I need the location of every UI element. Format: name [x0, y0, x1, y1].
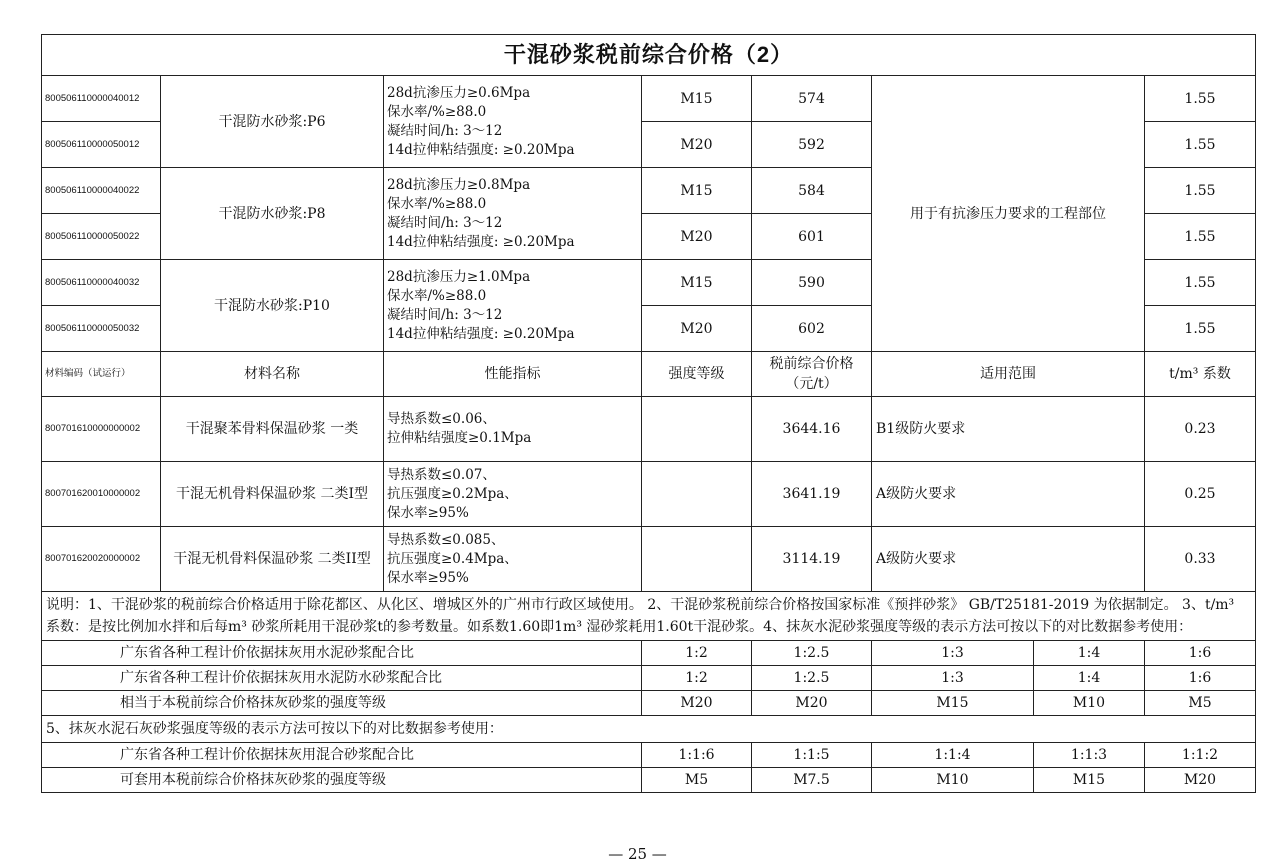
- price-value: 590: [752, 260, 872, 306]
- material-code: 800701620020000002: [42, 527, 161, 592]
- page-title: 干混砂浆税前综合价格（2）: [42, 35, 1256, 76]
- title-row: [42, 35, 1256, 76]
- perf-line: 28d抗渗压力≥0.6Mpa: [387, 84, 531, 101]
- price-value: 3641.19: [752, 462, 872, 527]
- coefficient: 1.55: [1145, 122, 1256, 168]
- performance-spec: [384, 260, 642, 352]
- strength-grade: [642, 527, 752, 592]
- strength-grade: M20: [642, 306, 752, 352]
- price-sheet: [41, 34, 1255, 793]
- comparison-value: 1:3: [872, 666, 1034, 691]
- header-perf: 性能指标: [384, 352, 642, 397]
- scope-cell: 用于有抗渗压力要求的工程部位: [872, 76, 1145, 352]
- perf-line: 凝结时间/h: 3～12: [387, 122, 503, 139]
- material-code: 800506110000050022: [42, 214, 161, 260]
- note-row: [42, 592, 1256, 641]
- perf-line: 抗压强度≥0.2Mpa、: [387, 485, 518, 502]
- performance-spec: [384, 397, 642, 462]
- price-value: 574: [752, 76, 872, 122]
- comparison-row: [42, 743, 1256, 768]
- comparison-value: M20: [752, 691, 872, 716]
- performance-spec: [384, 76, 642, 168]
- comparison-value: M10: [872, 768, 1034, 793]
- comparison-value: 1:6: [1145, 666, 1256, 691]
- material-code: 800701610000000002: [42, 397, 161, 462]
- header-code: 材料编码（试运行）: [42, 352, 161, 397]
- page-number: — 25 —: [608, 845, 667, 863]
- comparison-value: 1:2: [642, 641, 752, 666]
- comparison-label: 相当于本税前综合价格抹灰砂浆的强度等级: [42, 691, 642, 716]
- material-code: 800506110000040032: [42, 260, 161, 306]
- table-row: [42, 76, 1256, 122]
- perf-line: 导热系数≤0.085、: [387, 531, 505, 548]
- perf-line: 28d抗渗压力≥1.0Mpa: [387, 268, 531, 285]
- comparison-value: 1:2: [642, 666, 752, 691]
- comparison-value: M15: [1034, 768, 1145, 793]
- comparison-value: M15: [872, 691, 1034, 716]
- price-value: 584: [752, 168, 872, 214]
- price-value: 601: [752, 214, 872, 260]
- header-price: 税前综合价格（元/t）: [752, 352, 872, 397]
- performance-spec: [384, 168, 642, 260]
- perf-line: 拉伸粘结强度≥0.1Mpa: [387, 430, 532, 446]
- perf-line: 保水率≥95%: [387, 504, 469, 521]
- performance-spec: [384, 527, 642, 592]
- header-scope: 适用范围: [872, 352, 1145, 397]
- coefficient: 0.33: [1145, 527, 1256, 592]
- perf-line: 凝结时间/h: 3～12: [387, 214, 503, 231]
- comparison-label: 广东省各种工程计价依据抹灰用水泥防水砂浆配合比: [42, 666, 642, 691]
- comparison-value: M7.5: [752, 768, 872, 793]
- comparison-value: 1:2.5: [752, 641, 872, 666]
- price-value: 3114.19: [752, 527, 872, 592]
- table-row: [42, 462, 1256, 527]
- material-code: 800506110000040022: [42, 168, 161, 214]
- scope-cell: A级防火要求: [872, 527, 1145, 592]
- price-value: 602: [752, 306, 872, 352]
- table-row: [42, 397, 1256, 462]
- material-name: 干混无机骨料保温砂浆 二类I型: [161, 462, 384, 527]
- perf-line: 14d拉伸粘结强度: ≥0.20Mpa: [387, 325, 575, 342]
- coefficient: 1.55: [1145, 76, 1256, 122]
- coefficient: 1.55: [1145, 214, 1256, 260]
- comparison-value: M5: [1145, 691, 1256, 716]
- comparison-label: 可套用本税前综合价格抹灰砂浆的强度等级: [42, 768, 642, 793]
- perf-line: 抗压强度≥0.4Mpa、: [387, 550, 518, 567]
- perf-line: 14d拉伸粘结强度: ≥0.20Mpa: [387, 233, 575, 250]
- coefficient: 0.25: [1145, 462, 1256, 527]
- comparison-row: [42, 641, 1256, 666]
- comparison-value: M10: [1034, 691, 1145, 716]
- price-value: 592: [752, 122, 872, 168]
- comparison-value: M20: [1145, 768, 1256, 793]
- comparison-value: 1:2.5: [752, 666, 872, 691]
- comparison-label: 广东省各种工程计价依据抹灰用水泥砂浆配合比: [42, 641, 642, 666]
- strength-grade: M20: [642, 122, 752, 168]
- comparison-value: 1:3: [872, 641, 1034, 666]
- material-code: 800701620010000002: [42, 462, 161, 527]
- perf-line: 14d拉伸粘结强度: ≥0.20Mpa: [387, 141, 575, 158]
- comparison-row: [42, 691, 1256, 716]
- coefficient: 1.55: [1145, 168, 1256, 214]
- material-code: 800506110000050012: [42, 122, 161, 168]
- perf-line: 28d抗渗压力≥0.8Mpa: [387, 176, 531, 193]
- comparison-row: [42, 666, 1256, 691]
- strength-grade: M15: [642, 76, 752, 122]
- material-name: 干混防水砂浆:P10: [161, 260, 384, 352]
- coefficient: 1.55: [1145, 260, 1256, 306]
- comparison-value: 1:6: [1145, 641, 1256, 666]
- comparison-value: 1:1:6: [642, 743, 752, 768]
- material-name: 干混聚苯骨料保温砂浆 一类: [161, 397, 384, 462]
- material-code: 800506110000050032: [42, 306, 161, 352]
- comparison-value: M5: [642, 768, 752, 793]
- comparison-value: 1:4: [1034, 641, 1145, 666]
- perf-line: 凝结时间/h: 3～12: [387, 306, 503, 323]
- scope-cell: A级防火要求: [872, 462, 1145, 527]
- comparison-row: [42, 768, 1256, 793]
- comparison-value: M20: [642, 691, 752, 716]
- perf-line: 导热系数≤0.06、: [387, 411, 496, 427]
- coefficient: 1.55: [1145, 306, 1256, 352]
- perf-line: 保水率≥95%: [387, 569, 469, 586]
- strength-grade: M15: [642, 260, 752, 306]
- coefficient: 0.23: [1145, 397, 1256, 462]
- strength-grade: [642, 397, 752, 462]
- strength-grade: M15: [642, 168, 752, 214]
- perf-line: 导热系数≤0.07、: [387, 466, 496, 483]
- material-name: 干混无机骨料保温砂浆 二类II型: [161, 527, 384, 592]
- scope-cell: B1级防火要求: [872, 397, 1145, 462]
- comparison-value: 1:4: [1034, 666, 1145, 691]
- header-coef: t/m³ 系数: [1145, 352, 1256, 397]
- header-name: 材料名称: [161, 352, 384, 397]
- comparison-value: 1:1:2: [1145, 743, 1256, 768]
- explanation-note-5: 5、抹灰水泥石灰砂浆强度等级的表示方法可按以下的对比数据参考使用：: [42, 716, 1256, 743]
- material-code: 800506110000040012: [42, 76, 161, 122]
- header-row: [42, 352, 1256, 397]
- price-value: 3644.16: [752, 397, 872, 462]
- explanation-note: 说明：1、干混砂浆的税前综合价格适用于除花都区、从化区、增城区外的广州市行政区域使用。 2、干混砂浆税前综合价格按国家标准《预拌砂浆》 GB/T25181-2019 为依据制定。 3、t/m³ 系数：是按比例加水拌和后每m³ 砂浆所耗用干混砂浆t的参考数量。如系数1.60即1m³ 湿砂浆耗用1.60t干混砂浆。4、抹灰水泥砂浆强度等级的表示方法可按以下的对比数据参考使用：: [42, 592, 1256, 641]
- perf-line: 保水率/%≥88.0: [387, 195, 487, 212]
- perf-line: 保水率/%≥88.0: [387, 103, 487, 120]
- performance-spec: [384, 462, 642, 527]
- comparison-value: 1:1:4: [872, 743, 1034, 768]
- strength-grade: [642, 462, 752, 527]
- material-name: 干混防水砂浆:P6: [161, 76, 384, 168]
- strength-grade: M20: [642, 214, 752, 260]
- comparison-value: 1:1:5: [752, 743, 872, 768]
- comparison-label: 广东省各种工程计价依据抹灰用混合砂浆配合比: [42, 743, 642, 768]
- comparison-value: 1:1:3: [1034, 743, 1145, 768]
- price-table: [41, 34, 1256, 793]
- note-row: [42, 716, 1256, 743]
- table-row: [42, 527, 1256, 592]
- header-grade: 强度等级: [642, 352, 752, 397]
- perf-line: 保水率/%≥88.0: [387, 287, 487, 304]
- material-name: 干混防水砂浆:P8: [161, 168, 384, 260]
